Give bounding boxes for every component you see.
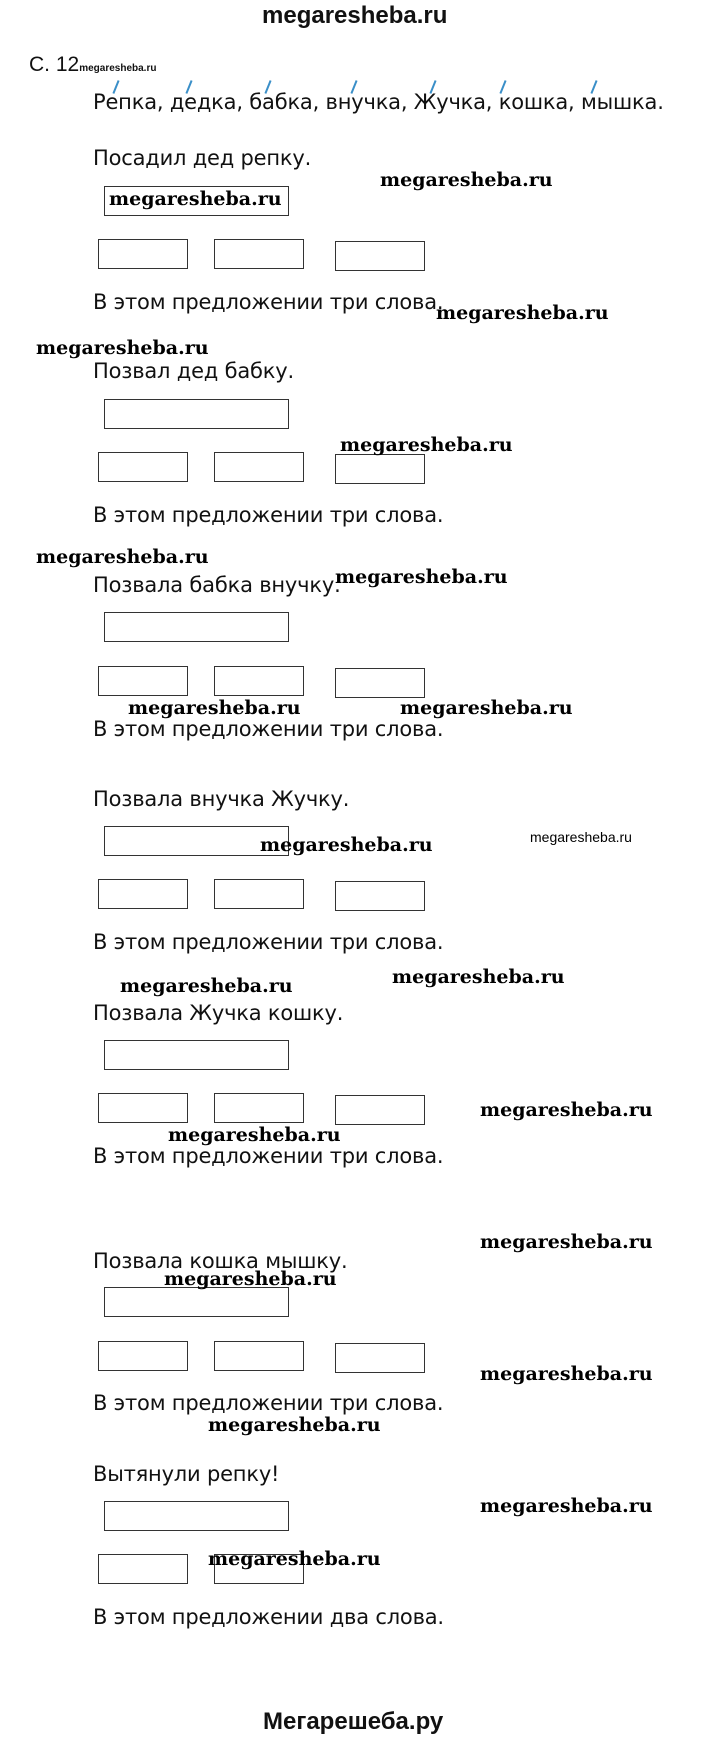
word-box	[214, 239, 304, 269]
watermark: megaresheba.ru	[208, 1414, 381, 1436]
answer-7: В этом предложении два слова.	[93, 1605, 444, 1629]
page-reference-mark: megaresheba.ru	[79, 63, 157, 74]
answer-5: В этом предложении три слова.	[93, 1144, 444, 1168]
sentence-2: Позвал дед бабку.	[93, 359, 294, 383]
watermark: megaresheba.ru	[436, 302, 609, 324]
watermark: megaresheba.ru	[340, 434, 513, 456]
word-box	[335, 241, 425, 271]
watermark: megaresheba.ru	[392, 966, 565, 988]
watermark: megaresheba.ru	[128, 697, 301, 719]
watermark: megaresheba.ru	[530, 829, 632, 845]
word-box	[98, 666, 188, 696]
sentence-scheme-box	[104, 186, 289, 216]
watermark: megaresheba.ru	[36, 546, 209, 568]
answer-6: В этом предложении три слова.	[93, 1391, 444, 1415]
word-box	[214, 666, 304, 696]
sentence-7: Вытянули репку!	[93, 1462, 280, 1486]
watermark: megaresheba.ru	[260, 834, 433, 856]
watermark: megaresheba.ru	[335, 566, 508, 588]
word-box	[335, 1343, 425, 1373]
word-box	[214, 452, 304, 482]
word-box	[98, 239, 188, 269]
answer-1: В этом предложении три слова.	[93, 290, 444, 314]
watermark: megaresheba.ru	[36, 337, 209, 359]
word-box	[98, 1093, 188, 1123]
word-box	[98, 1554, 188, 1584]
watermark: megaresheba.ru	[480, 1495, 653, 1517]
answer-3: В этом предложении три слова.	[93, 717, 444, 741]
word-box	[98, 452, 188, 482]
sentence-scheme-box	[104, 612, 289, 642]
word-box	[335, 881, 425, 911]
answer-4: В этом предложении три слова.	[93, 930, 444, 954]
sentence-1: Посадил дед репку.	[93, 146, 312, 170]
page-reference	[29, 53, 156, 77]
word-box	[98, 879, 188, 909]
word-box	[335, 668, 425, 698]
sentence-4: Позвала внучка Жучку.	[93, 787, 350, 811]
watermark: megaresheba.ru	[164, 1268, 337, 1290]
sentence-scheme-box	[104, 1040, 289, 1070]
watermark: megaresheba.ru	[168, 1124, 341, 1146]
word-box	[98, 1341, 188, 1371]
watermark: megaresheba.ru	[480, 1363, 653, 1385]
word-box	[214, 1341, 304, 1371]
sentence-5: Позвала Жучка кошку.	[93, 1001, 344, 1025]
page-number: С. 12	[29, 53, 80, 76]
watermark: megaresheba.ru	[208, 1548, 381, 1570]
watermark: megaresheba.ru	[480, 1231, 653, 1253]
word-box	[214, 1093, 304, 1123]
watermark: megaresheba.ru	[120, 975, 293, 997]
answer-2: В этом предложении три слова.	[93, 503, 444, 527]
box-watermark: megaresheba.ru	[109, 188, 282, 210]
watermark: megaresheba.ru	[380, 169, 553, 191]
sentence-scheme-box	[104, 1287, 289, 1317]
site-footer: Мегарешеба.ру	[263, 1708, 444, 1735]
word-box	[335, 454, 425, 484]
site-header: megaresheba.ru	[262, 2, 448, 29]
sentence-6: Позвала кошка мышку.	[93, 1249, 348, 1273]
word-box	[214, 879, 304, 909]
sentence-scheme-box	[104, 1501, 289, 1531]
watermark: megaresheba.ru	[400, 697, 573, 719]
word-box	[335, 1095, 425, 1125]
word-list: Репка, дедка, бабка, внучка, Жучка, кошка, мышка.	[93, 90, 664, 114]
watermark: megaresheba.ru	[480, 1099, 653, 1121]
sentence-scheme-box	[104, 399, 289, 429]
sentence-3: Позвала бабка внучку.	[93, 573, 341, 597]
